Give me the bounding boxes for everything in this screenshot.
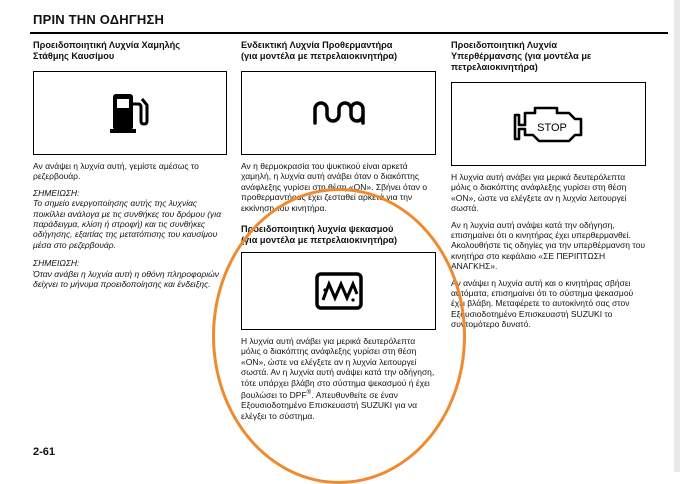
registered-mark: ® [306,390,312,397]
note-label: ΣΗΜΕΙΩΣΗ: [33,187,80,198]
overheat-text: Αν ανάψει η λυχνία αυτή και ο κινητήρας σβήσει αυτόματα, επισημαίνει ότι το σύστημα ψεκασμού έχει βλάβη. Μεταφέρετε το αυτοκίνητό σας στον Εξουσιοδοτημένο Επισκευαστή SUZUKI το συντομότερο δυνατό. [451,277,634,330]
glow-plug-icon-box [241,71,436,155]
overheat-text: Αν η λυχνία αυτή ανάψει κατά την οδήγηση, επισημαίνει ότι ο κινητήρας έχει υπερθερμανθεί. Ακολουθήστε τις οδηγίες για την υπερθέρμανση του κινητήρα στο κεφάλαιο «ΣΕ ΠΕΡΙΠΤΩΣΗ ΑΝΑΓΚΗΣ». [451,219,645,272]
page-title: ΠΡΙΝ ΤΗΝ ΟΔΗΓΗΣΗ [33,12,165,27]
page-number: 2-61 [33,446,56,458]
fuel-warning-heading [33,40,227,62]
glow-plug-section [241,40,436,219]
fuel-pump-icon [107,90,153,136]
heading-line: πετρελαιοκινητήρα) [451,62,538,72]
heading-line: Προειδοποιητική λυχνία ψεκασμού [241,224,394,234]
overheat-text: Η λυχνία αυτή ανάβει για μερικά δευτερόλεπτα μόλις ο διακόπτης ανάφλεξης γυρίσει στη θέση «ON», ώστε να ελέγξετε αν η λυχνία λειτουργεί σωστά. [451,172,627,214]
glow-plug-text: Αν η θερμοκρασία του ψυκτικού είναι αρκετά χαμηλή, η λυχνία αυτή ανάβει όταν ο διακόπτης ανάφλεξης γυρίσει στη θέση «ON». Σβήνει όταν ο προθερμαντήρας έχει ζεσταθεί αρκετά για την εκκίνηση του κινητήρα. [241,161,428,213]
particulate-filter-icon [313,270,365,312]
overheat-icon-box [451,82,646,166]
note-label: ΣΗΜΕΙΩΣΗ: [33,258,80,269]
page-edge [674,0,680,472]
note-text: Όταν ανάβει η λυχνία αυτή η οθόνη πληροφοριών δείχνει το μήνυμα προειδοποίησης και ένδειξης. [33,268,220,290]
heading-line: Υπερθέρμανσης (για μοντέλα με [451,51,592,61]
glow-plug-icon [309,93,369,133]
dpf-text: Η λυχνία αυτή ανάβει για μερικά δευτερόλεπτα μόλις ο διακόπτης ανάφλεξης γυρίσει στη θέση «ON», ώστε να ελέγξετε αν η λυχνία λειτουργεί σωστά. Αν η λυχνία αυτή ανάψει κατά την οδήγηση, τότε υπάρχει βλάβη στο σύστημα ψεκασμού ή έχει βουλώσει το DPF [241,336,435,400]
dpf-warning-section [241,224,436,427]
fuel-warning-text: Αν ανάψει η λυχνία αυτή, γεμίστε αμέσως το ρεζερβουάρ. [33,161,199,182]
overheat-heading [451,40,646,73]
dpf-text: . Απευθυνθείτε σε έναν Εξουσιοδοτημένο Επισκευαστή SUZUKI για να ελέγξει το σύστημα. [241,389,418,421]
fuel-warning-section [33,40,227,297]
heading-line: Ενδεικτική Λυχνία Προθερμαντήρα [241,40,393,50]
dpf-icon-box [241,252,436,330]
heading-line: Προειδοποιητική Λυχνία Χαμηλής [33,40,181,50]
stop-label: STOP [536,122,567,134]
heading-line: (για μοντέλα με πετρελαιοκινητήρα) [241,235,398,245]
heading-line: Προειδοποιητική Λυχνία [451,40,558,50]
dpf-warning-text [241,336,436,421]
note-text: Το σημείο ενεργοποίησης αυτής της λυχνίας ποικίλλει ανάλογα με τις συνθήκες του δρόμου (για παράδειγμα, κλίση ή στροφή) και τις συνθήκες οδήγησης, εξαιτίας της μετατόπισης του καυσίμου μέσα στο ρεζερβουάρ. [33,198,222,250]
overheat-section [451,40,646,336]
fuel-icon-box [33,71,227,155]
heading-line: Στάθμης Καυσίμου [33,51,115,61]
dpf-warning-heading [241,224,436,246]
glow-plug-heading [241,40,436,62]
heading-line: (για μοντέλα με πετρελαιοκινητήρα) [241,51,398,61]
engine-stop-icon [511,101,587,147]
page-header [30,12,668,34]
